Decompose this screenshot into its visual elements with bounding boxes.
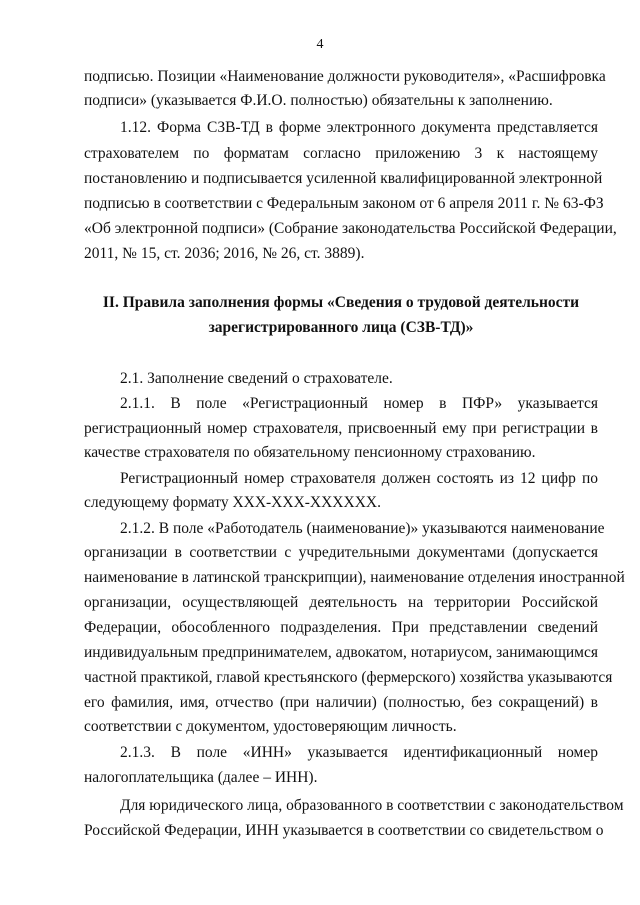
text-line: постановлению и подписывается усиленной квалифицированной электронной xyxy=(84,170,603,187)
text-line: 2.1. Заполнение сведений о страхователе. xyxy=(120,370,393,387)
text-line: частной практикой, главой крестьянского (фермерского) хозяйства указываются xyxy=(84,669,613,686)
page-number: 4 xyxy=(316,37,324,52)
text-line: налогоплательщика (далее – ИНН). xyxy=(84,769,318,786)
text-line: индивидуальным предпринимателем, адвокатом, нотариусом, занимающимся xyxy=(84,644,598,661)
text-line: его фамилия, имя, отчество (при наличии) (полностью, без сокращений) в xyxy=(84,694,598,711)
text-line: качестве страхователя по обязательному пенсионному страхованию. xyxy=(84,444,536,461)
text-line: 2011, № 15, ст. 2036; 2016, № 26, ст. 3889). xyxy=(84,245,365,262)
text-line: 2.1.2. В поле «Работодатель (наименование)» указываются наименование xyxy=(120,520,605,537)
text-line: 2.1.3. В поле «ИНН» указывается идентификационный номер xyxy=(120,744,598,761)
text-line: следующему формату ХХХ-ХХХ-ХХХХХХ. xyxy=(84,494,381,511)
text-line: Российской Федерации, ИНН указывается в соответствии со свидетельством о xyxy=(84,822,604,839)
text-line: Федерации, обособленного подразделения. При представлении сведений xyxy=(84,619,598,636)
text-line: организации в соответствии с учредительными документами (допускается xyxy=(84,544,598,561)
text-line: 1.12. Форма СЗВ-ТД в форме электронного документа представляется xyxy=(120,119,598,136)
text-line: страхователем по форматам согласно приложению 3 к настоящему xyxy=(84,145,598,162)
text-line: подписи» (указывается Ф.И.О. полностью) обязательны к заполнению. xyxy=(84,92,553,109)
text-line: регистрационный номер страхователя, присвоенный ему при регистрации в xyxy=(84,420,598,437)
text-line: «Об электронной подписи» (Собрание законодательства Российской Федерации, xyxy=(84,220,617,237)
text-line: 2.1.1. В поле «Регистрационный номер в ПФР» указывается xyxy=(120,395,598,412)
section-heading: зарегистрированного лица (СЗВ-ТД)» xyxy=(208,319,474,336)
text-line: наименование в латинской транскрипции), наименование отделения иностранной xyxy=(84,569,625,586)
text-line: подписью в соответствии с Федеральным законом от 6 апреля 2011 г. № 63-ФЗ xyxy=(84,195,604,212)
text-line: подписью. Позиции «Наименование должности руководителя», «Расшифровка xyxy=(84,68,606,85)
text-line: Регистрационный номер страхователя должен состоять из 12 цифр по xyxy=(120,470,598,487)
text-line: Для юридического лица, образованного в соответствии с законодательством xyxy=(120,797,624,814)
section-heading: II. Правила заполнения формы «Сведения о трудовой деятельности xyxy=(102,294,580,311)
text-line: организации, осуществляющей деятельность на территории Российской xyxy=(84,594,598,611)
text-line: соответствии с документом, удостоверяющим личность. xyxy=(84,718,457,735)
